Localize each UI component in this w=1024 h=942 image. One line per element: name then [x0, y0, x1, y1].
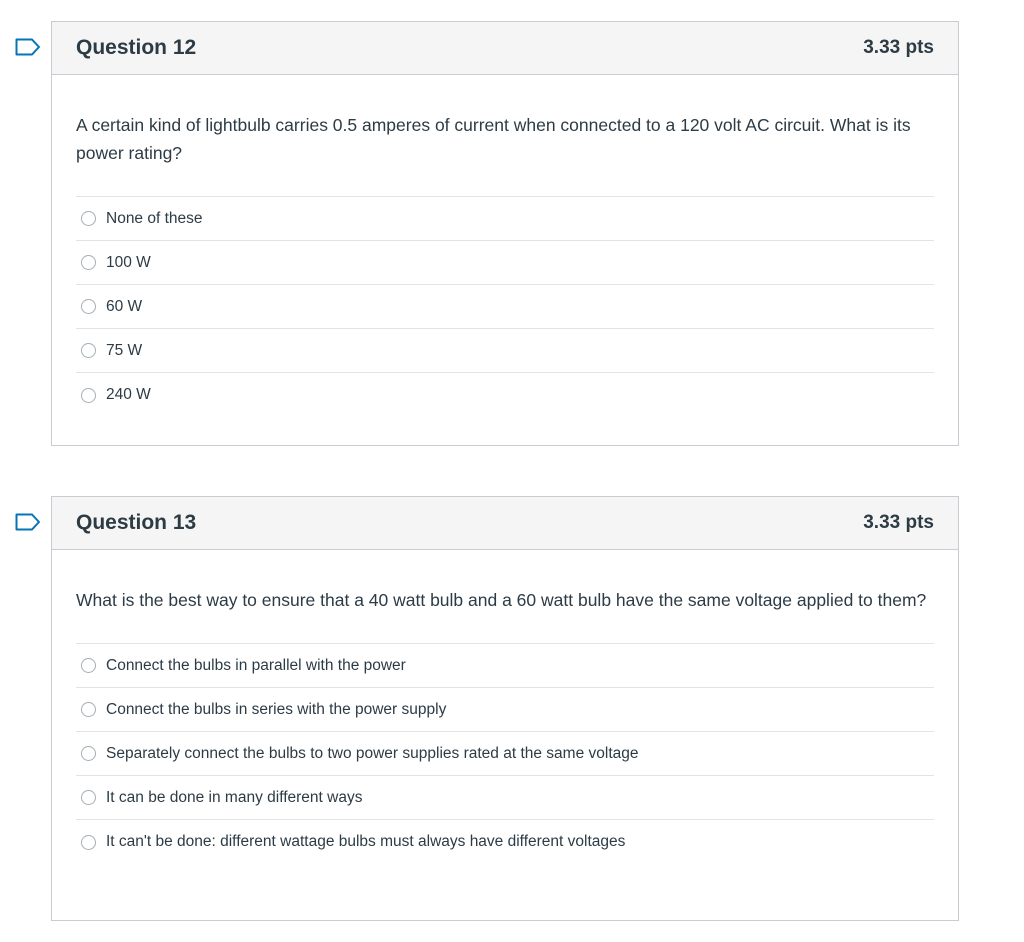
question-12-body [52, 75, 958, 441]
radio-button[interactable] [81, 211, 96, 226]
question-13-answers [76, 643, 934, 864]
answer-label[interactable]: 60 W [106, 297, 143, 315]
answer-label[interactable]: 100 W [106, 253, 151, 271]
answer-label[interactable]: None of these [106, 209, 203, 227]
question-13-points: 3.33 pts [863, 512, 934, 533]
question-13-body [52, 550, 958, 888]
answer-label[interactable]: Connect the bulbs in parallel with the power [106, 656, 406, 674]
flag-question-13-icon[interactable] [15, 513, 41, 531]
question-13-title: Question 13 [76, 511, 197, 534]
answer-label[interactable]: Separately connect the bulbs to two power supplies rated at the same voltage [106, 744, 639, 762]
radio-button[interactable] [81, 746, 96, 761]
radio-button[interactable] [81, 255, 96, 270]
answer-option[interactable] [76, 644, 934, 688]
answer-option[interactable] [76, 732, 934, 776]
radio-button[interactable] [81, 658, 96, 673]
question-12-header [52, 22, 958, 75]
radio-button[interactable] [81, 835, 96, 850]
question-13-header [52, 497, 958, 550]
answer-label[interactable]: It can't be done: different wattage bulbs must always have different voltages [106, 833, 626, 850]
question-12-card [51, 21, 959, 446]
answer-option[interactable] [76, 688, 934, 732]
question-12-title: Question 12 [76, 36, 197, 59]
question-12-points: 3.33 pts [863, 37, 934, 58]
answer-label[interactable]: 240 W [106, 386, 151, 403]
radio-button[interactable] [81, 702, 96, 717]
answer-option[interactable] [76, 776, 934, 820]
question-13-card [51, 496, 959, 921]
answer-label[interactable]: Connect the bulbs in series with the power supply [106, 700, 447, 718]
answer-option[interactable] [76, 241, 934, 285]
question-12-text: A certain kind of lightbulb carries 0.5 amperes of current when connected to a 120 volt AC circuit. What is its power rating? [76, 115, 911, 163]
answer-label[interactable]: It can be done in many different ways [106, 788, 363, 806]
question-12-answers [76, 196, 934, 417]
answer-option[interactable] [76, 285, 934, 329]
answer-option[interactable] [76, 820, 934, 864]
flag-question-12-icon[interactable] [15, 38, 41, 56]
question-13-text: What is the best way to ensure that a 40 watt bulb and a 60 watt bulb have the same voltage applied to them? [76, 590, 927, 610]
answer-option[interactable] [76, 373, 934, 417]
answer-option[interactable] [76, 197, 934, 241]
radio-button[interactable] [81, 299, 96, 314]
radio-button[interactable] [81, 790, 96, 805]
answer-option[interactable] [76, 329, 934, 373]
radio-button[interactable] [81, 388, 96, 403]
answer-label[interactable]: 75 W [106, 341, 143, 359]
radio-button[interactable] [81, 343, 96, 358]
